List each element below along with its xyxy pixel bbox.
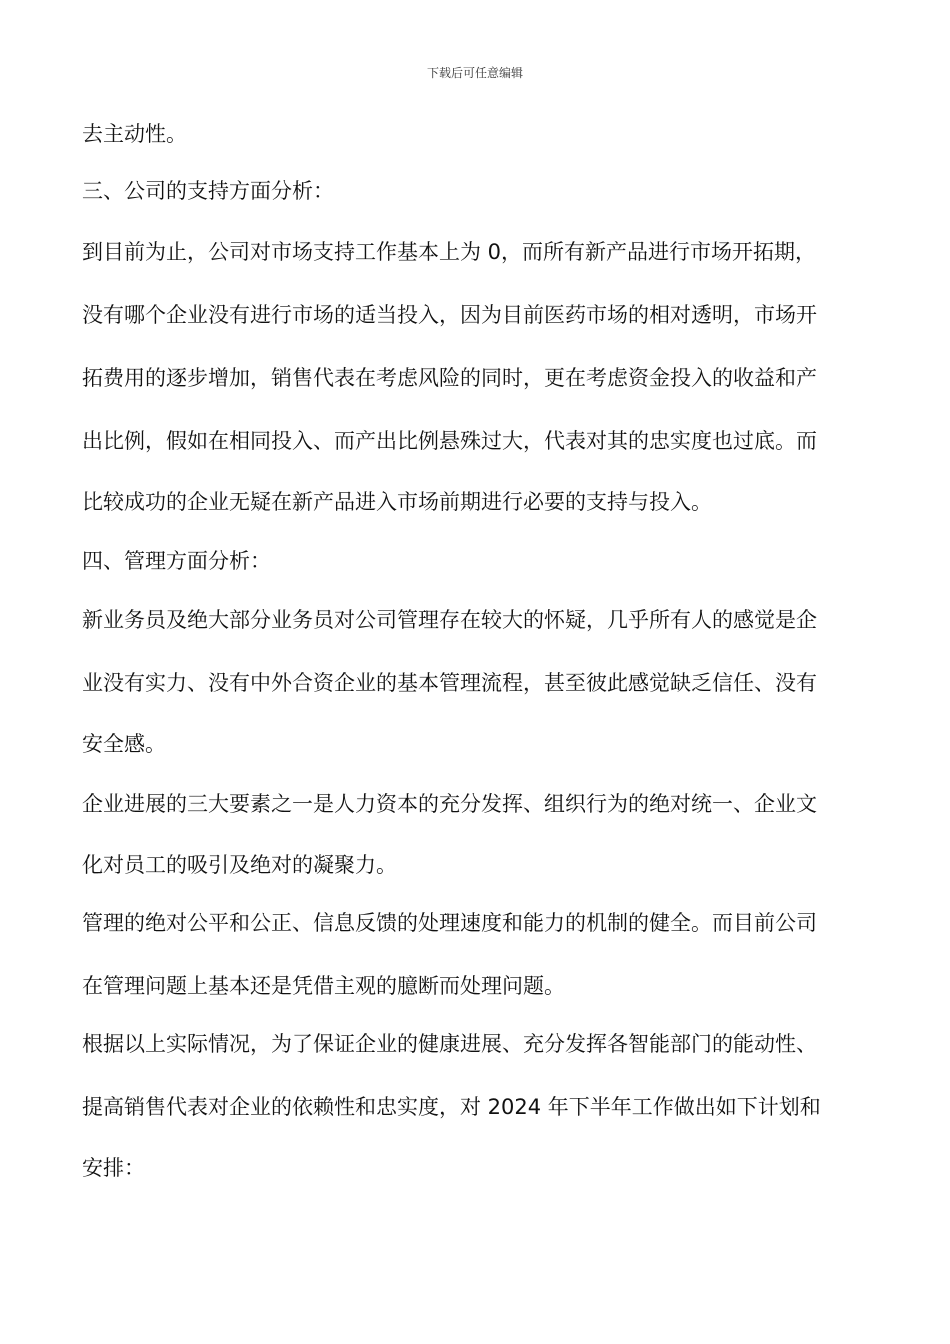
text-line: 去主动性。 (82, 122, 187, 146)
text-line: 化对员工的吸引及绝对的凝聚力。 (82, 853, 397, 877)
text-line: 新业务员及绝大部分业务员对公司管理存在较大的怀疑，几乎所有人的感觉是企 (82, 608, 817, 632)
text-line: 提高销售代表对企业的依赖性和忠实度，对 2024 年下半年工作做出如下计划和 (82, 1095, 821, 1119)
text-line: 拓费用的逐步增加，销售代表在考虑风险的同时，更在考虑资金投入的收益和产 (82, 366, 817, 390)
text-line: 企业进展的三大要素之一是人力资本的充分发挥、组织行为的绝对统一、企业文 (82, 792, 817, 816)
text-line: 安排： (82, 1156, 145, 1180)
text-line: 没有哪个企业没有进行市场的适当投入，因为目前医药市场的相对透明，市场开 (82, 303, 817, 327)
text-line: 管理的绝对公平和公正、信息反馈的处理速度和能力的机制的健全。而目前公司 (82, 911, 817, 935)
text-line: 在管理问题上基本还是凭借主观的臆断而处理问题。 (82, 974, 565, 998)
page-header: 下载后可任意编辑 (426, 66, 523, 80)
text-line: 到目前为止，公司对市场支持工作基本上为 0，而所有新产品进行市场开拓期， (82, 240, 817, 264)
section-heading: 三、公司的支持方面分析： (82, 179, 334, 203)
section-heading: 四、管理方面分析： (82, 549, 271, 573)
text-line: 业没有实力、没有中外合资企业的基本管理流程，甚至彼此感觉缺乏信任、没有 (82, 671, 817, 695)
text-line: 比较成功的企业无疑在新产品进入市场前期进行必要的支持与投入。 (82, 490, 712, 514)
text-line: 根据以上实际情况，为了保证企业的健康进展、充分发挥各智能部门的能动性、 (82, 1032, 817, 1056)
text-line: 安全感。 (82, 732, 166, 756)
text-line: 出比例，假如在相同投入、而产出比例悬殊过大，代表对其的忠实度也过底。而 (82, 429, 817, 453)
